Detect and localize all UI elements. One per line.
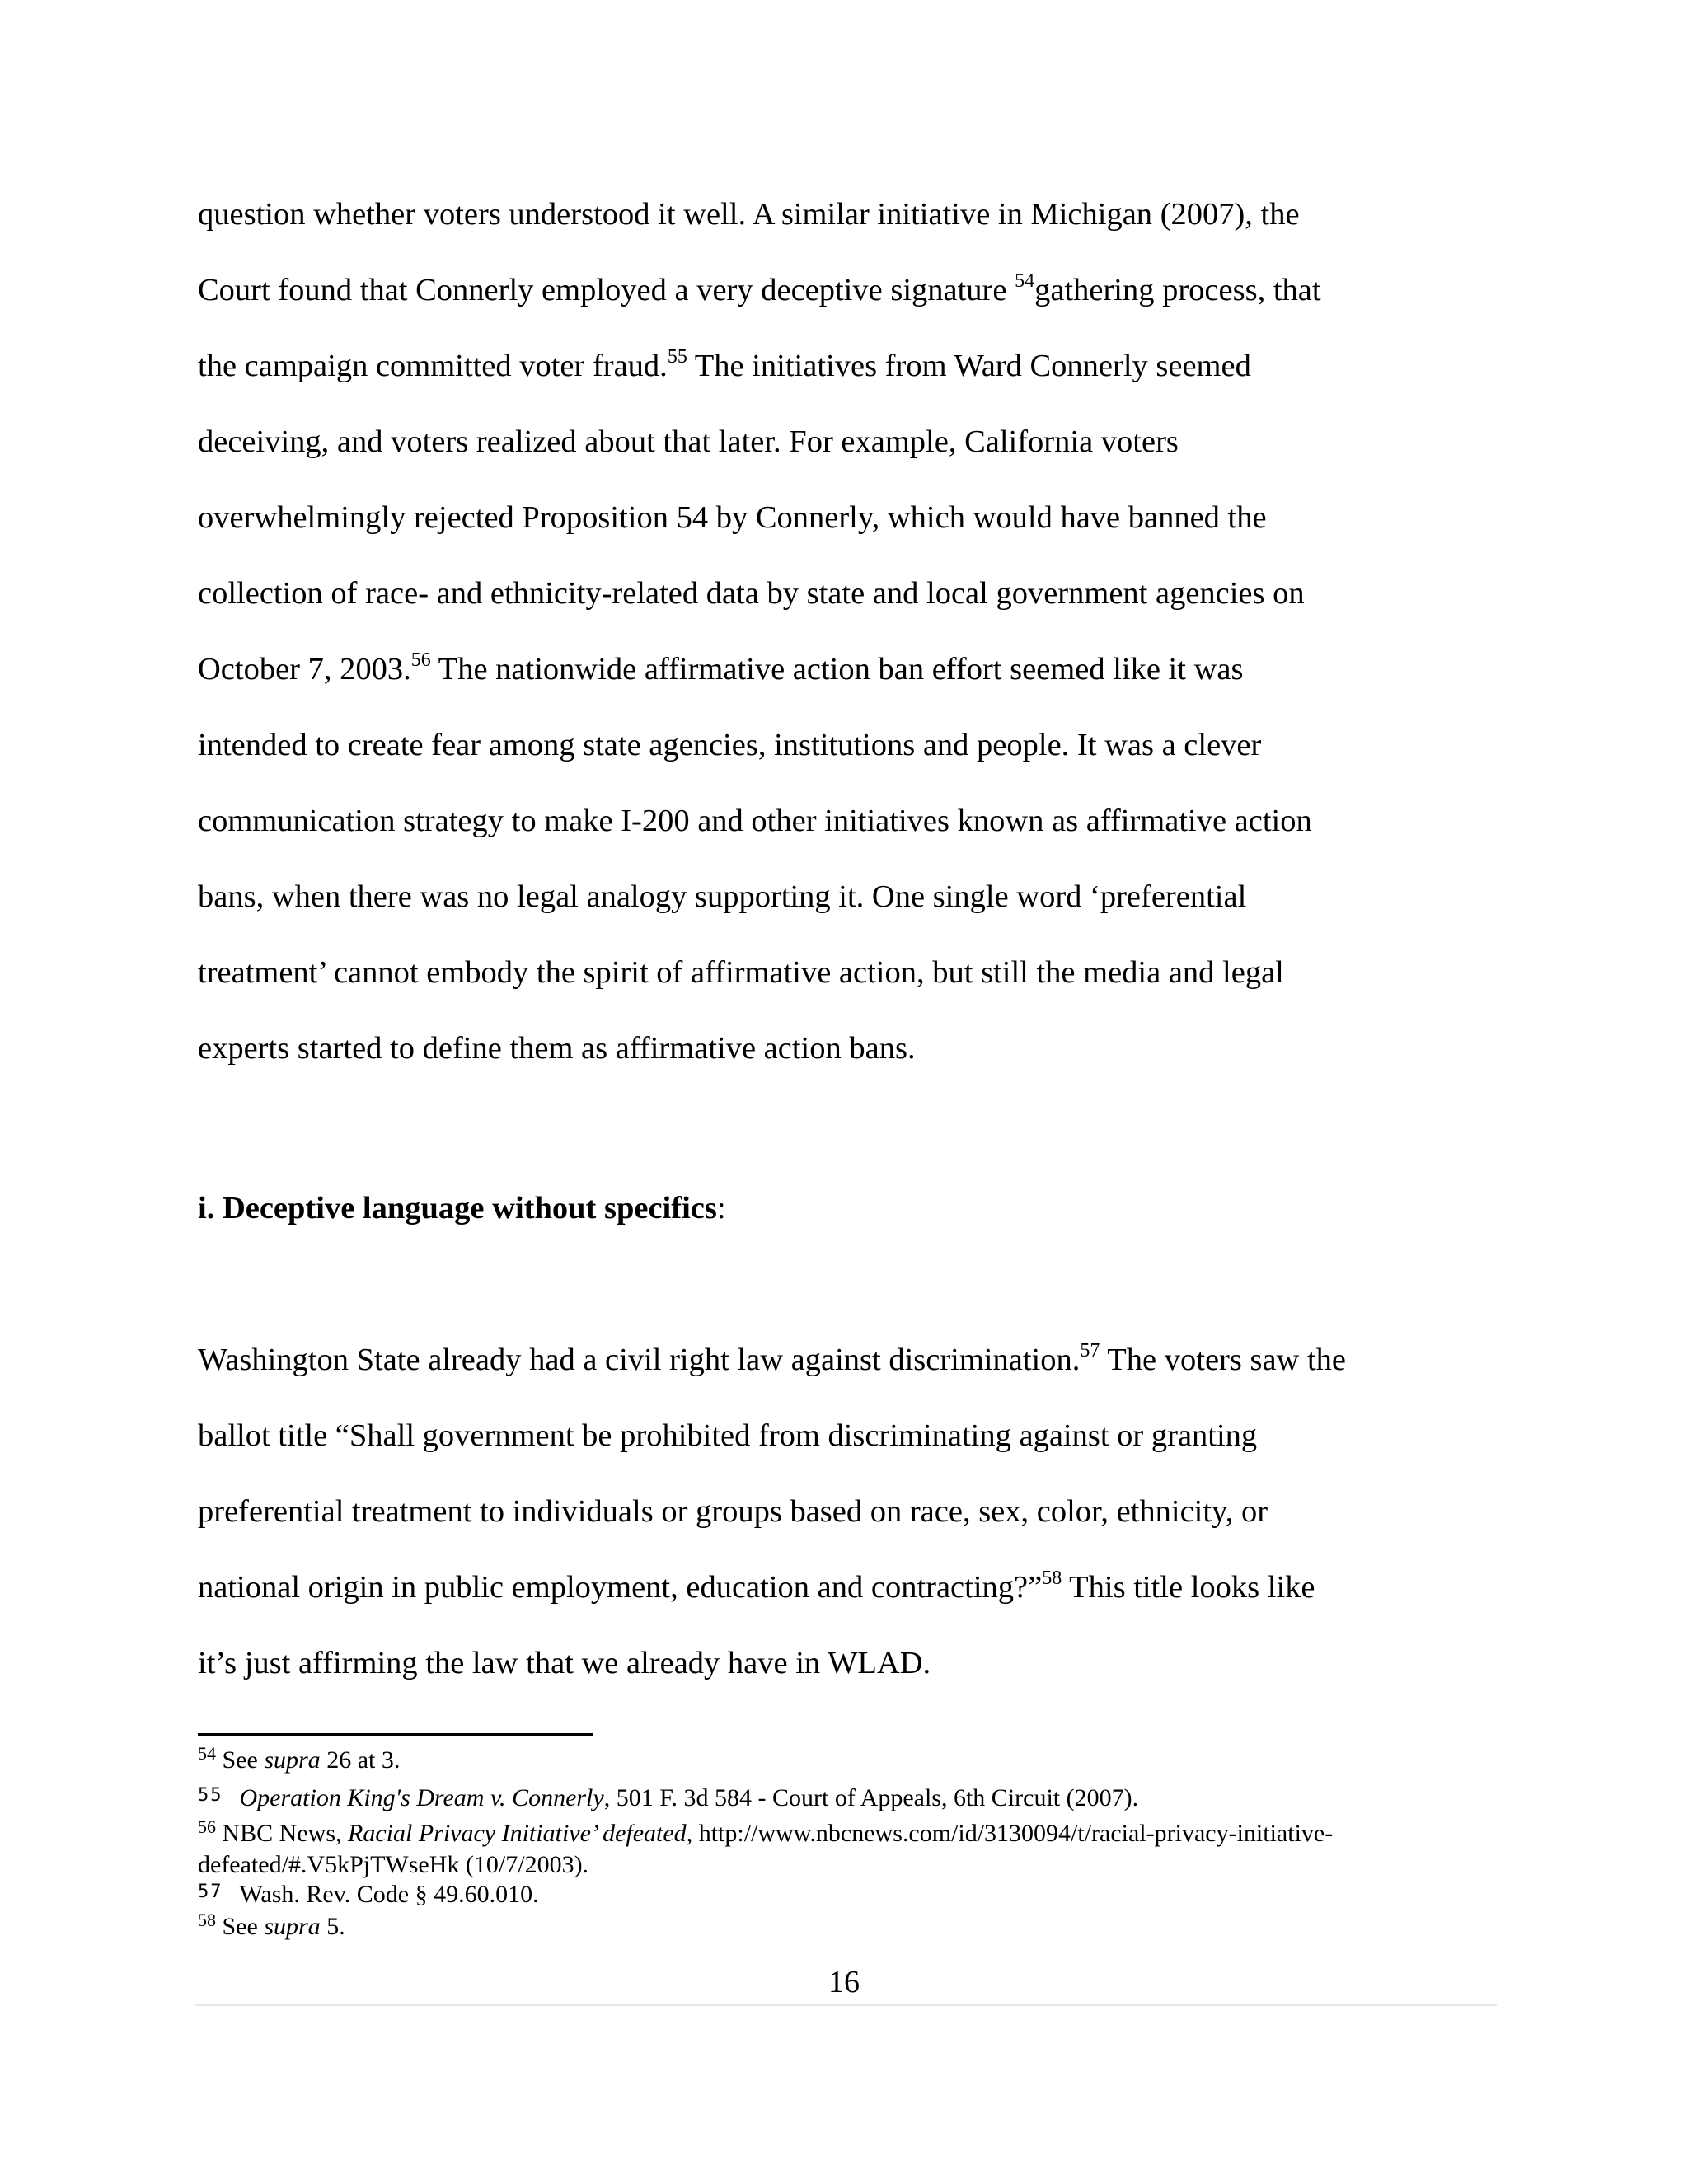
text-run: national origin in public employment, education and contracting?” [198, 1570, 1043, 1605]
footnote-text: See [216, 1913, 265, 1940]
text-run: overwhelmingly rejected Proposition 54 by Connerly, which would have banned the [198, 500, 1267, 535]
text-line [198, 555, 1484, 631]
section-heading-text: i. Deceptive language without specifics [198, 1191, 717, 1226]
text-run: gathering process, that [1034, 273, 1321, 307]
page-number: 16 [828, 1965, 860, 1999]
body-paragraph-2 [198, 1322, 1484, 1701]
footnote-number: 54 [198, 1743, 216, 1764]
text-run: Washington State already had a civil right law against discrimination. [198, 1343, 1081, 1377]
footnote-text: See [216, 1746, 265, 1774]
footnote-number: 56 [198, 1816, 216, 1837]
footnote-58 [198, 1912, 1484, 1943]
text-run: October 7, 2003. [198, 652, 411, 687]
text-line [198, 328, 1484, 404]
text-run: deceiving, and voters realized about that later. For example, California voters [198, 424, 1179, 459]
footnote-text: , 501 F. 3d 584 - Court of Appeals, 6th Circuit (2007). [603, 1784, 1139, 1811]
text-run: it’s just affirming the law that we already have in WLAD. [198, 1646, 931, 1680]
section-heading [198, 1170, 726, 1246]
text-line [198, 1010, 1484, 1086]
text-run: This title looks like [1062, 1570, 1315, 1605]
footnote-54 [198, 1743, 1484, 1777]
footnote-ref-57[interactable]: 57 [1080, 1340, 1100, 1361]
text-run: the campaign committed voter fraud. [198, 349, 668, 383]
footnote-57 [198, 1880, 1484, 1912]
footnote-text: NBC News, [216, 1820, 349, 1847]
text-line [198, 1625, 1484, 1701]
footnote-separator [198, 1733, 593, 1736]
text-line [198, 783, 1484, 859]
footnote-ref-55[interactable]: 55 [667, 346, 687, 368]
text-line [198, 1549, 1484, 1625]
footnote-italic: supra [264, 1913, 321, 1940]
text-line [198, 935, 1484, 1010]
footnote-number: 57 [198, 1882, 223, 1902]
footnote-italic: supra [264, 1746, 321, 1774]
page-bottom-divider [195, 2004, 1497, 2006]
text-line [198, 1322, 1484, 1398]
section-heading-colon: : [716, 1191, 726, 1226]
footnote-text: Wash. Rev. Code § 49.60.010. [239, 1881, 539, 1908]
footnote-text: 5. [320, 1913, 345, 1940]
text-line [198, 859, 1484, 935]
text-run: The nationwide affirmative action ban effort seemed like it was [430, 652, 1244, 687]
text-run: question whether voters understood it well. A similar initiative in Michigan (2007), the [198, 197, 1300, 232]
text-line [198, 404, 1484, 480]
text-line [198, 707, 1484, 783]
text-run: bans, when there was no legal analogy supporting it. One single word ‘preferential [198, 879, 1247, 914]
footnote-55 [198, 1783, 1484, 1816]
footnote-link-text[interactable]: , http://www.nbcnews.com/id/3130094/t/racial-privacy-initiative-defeated/#.V5kPjTWseHk (10/7/2003). [198, 1820, 1334, 1878]
text-line [198, 1398, 1484, 1474]
text-run: intended to create fear among state agencies, institutions and people. It was a clever [198, 728, 1262, 762]
text-line [198, 1474, 1484, 1549]
footnote-number: 55 [198, 1785, 223, 1806]
text-run: The initiatives from Ward Connerly seemed [687, 349, 1251, 383]
footnote-italic: Operation King's Dream v. Connerly [239, 1784, 604, 1811]
footnote-ref-58[interactable]: 58 [1042, 1568, 1062, 1589]
text-run: treatment’ cannot embody the spirit of affirmative action, but still the media and legal [198, 955, 1284, 990]
footnote-number: 58 [198, 1910, 216, 1930]
text-run: ballot title “Shall government be prohibited from discriminating against or granting [198, 1418, 1258, 1453]
footnotes [198, 1743, 1484, 1943]
text-line [198, 252, 1484, 328]
footnote-italic: Racial Privacy Initiative’ defeated [348, 1820, 687, 1847]
text-run: preferential treatment to individuals or groups based on race, sex, color, ethnicity, or [198, 1494, 1268, 1529]
text-line [198, 176, 1484, 252]
text-line [198, 631, 1484, 707]
text-run: The voters saw the [1100, 1343, 1347, 1377]
footnote-ref-56[interactable]: 56 [410, 649, 431, 671]
text-line [198, 480, 1484, 555]
text-run: communication strategy to make I-200 and other initiatives known as affirmative action [198, 804, 1312, 838]
footnote-text: 26 at 3. [320, 1746, 401, 1774]
text-run: Court found that Connerly employed a very deceptive signature [198, 273, 1015, 307]
body-paragraph-1 [198, 176, 1484, 1086]
text-run: collection of race- and ethnicity-related data by state and local government agencies on [198, 576, 1305, 611]
footnote-ref-54[interactable]: 54 [1015, 270, 1035, 292]
footnote-56 [198, 1816, 1484, 1880]
text-run: experts started to define them as affirmative action bans. [198, 1031, 916, 1066]
